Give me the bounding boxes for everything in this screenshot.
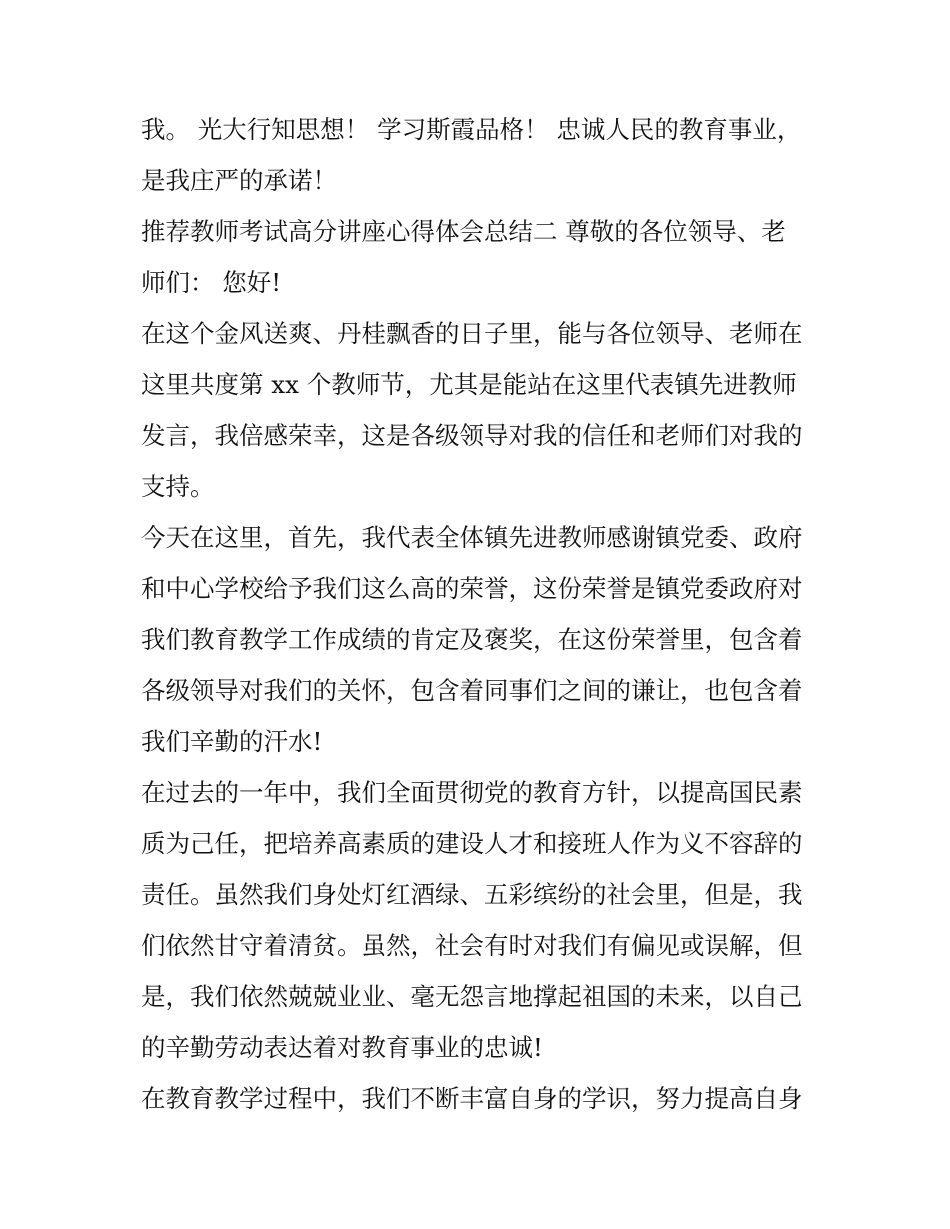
body-text xyxy=(141,104,816,1124)
text-line: 这里共度第 xx 个教师节，尤其是能站在这里代表镇先进教师 xyxy=(141,370,797,399)
text-line: 和中心学校给予我们这么高的荣誉，这份荣誉是镇党委政府对 xyxy=(141,574,803,603)
text-line: 们依然甘守着清贫。虽然，社会有时对我们有偏见或误解，但 xyxy=(141,931,803,960)
text-line: 在这个金风送爽、丹桂飘香的日子里，能与各位领导、老师在 xyxy=(141,319,803,348)
text-line: 在教育教学过程中，我们不断丰富自身的学识，努力提高自身 xyxy=(141,1084,803,1113)
text-line: 质为己任，把培养高素质的建设人才和接班人作为义不容辞的 xyxy=(141,829,803,858)
text-line: 各级领导对我们的关怀，包含着同事们之间的谦让，也包含着 xyxy=(141,676,803,705)
text-line: 推荐教师考试高分讲座心得体会总结二 尊敬的各位领导、老 xyxy=(141,217,786,246)
text-line: 我们辛勤的汗水! xyxy=(141,727,323,756)
text-line: 是我庄严的承诺！ xyxy=(141,166,337,195)
text-line: 师们： 您好! xyxy=(141,268,282,297)
text-line: 是，我们依然兢兢业业、毫无怨言地撑起祖国的未来，以自己 xyxy=(141,982,803,1011)
text-line: 我。 光大行知思想！ 学习斯霞品格！ 忠诚人民的教育事业， xyxy=(141,115,802,144)
text-line: 支持。 xyxy=(141,472,215,501)
text-line: 的辛勤劳动表达着对教育事业的忠诚! xyxy=(141,1033,543,1062)
text-line: 今天在这里，首先，我代表全体镇先进教师感谢镇党委、政府 xyxy=(141,523,803,552)
text-line: 责任。虽然我们身处灯红酒绿、五彩缤纷的社会里，但是，我 xyxy=(141,880,803,909)
text-line: 我们教育教学工作成绩的肯定及褒奖，在这份荣誉里，包含着 xyxy=(141,625,803,654)
text-line: 发言，我倍感荣幸，这是各级领导对我的信任和老师们对我的 xyxy=(141,421,803,450)
text-line: 在过去的一年中，我们全面贯彻党的教育方针，以提高国民素 xyxy=(141,778,803,807)
